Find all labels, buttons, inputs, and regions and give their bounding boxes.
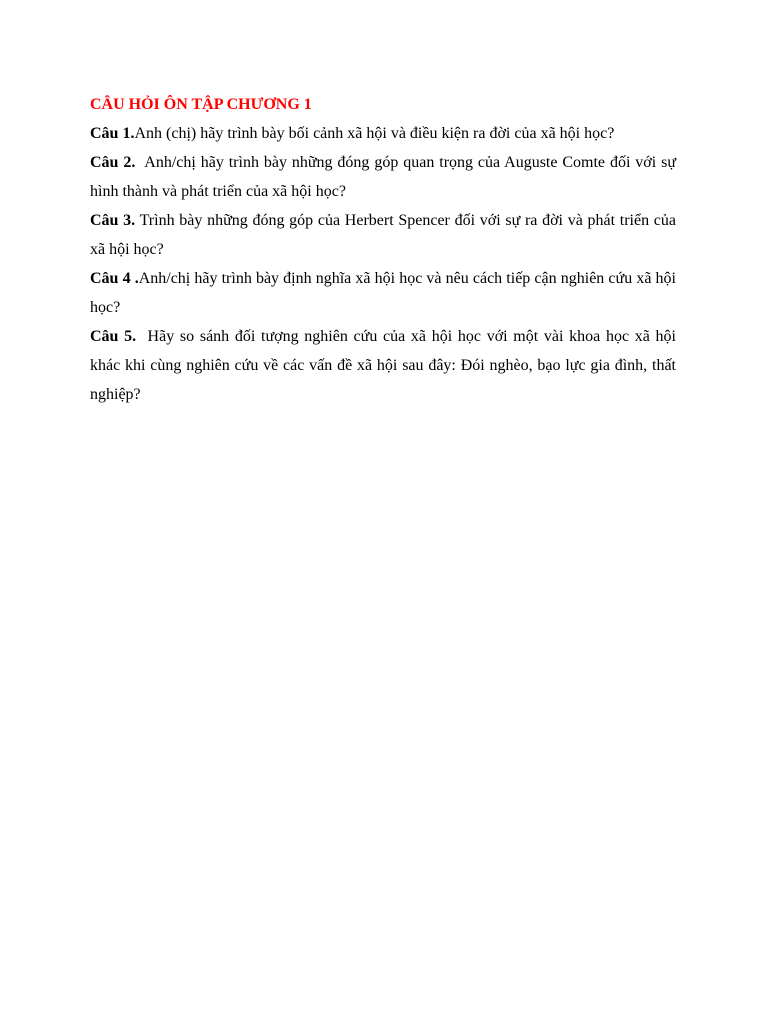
- question-text: Anh/chị hãy trình bày những đóng góp quan trọng của Auguste Comte đối với sự hình thành và phát triển của xã hội học?: [90, 154, 680, 200]
- question-label: Câu 2.: [90, 154, 136, 171]
- question-2: [90, 148, 680, 206]
- question-1: [90, 119, 676, 148]
- question-4: [90, 264, 680, 322]
- question-text: Trình bày những đóng góp của Herbert Spencer đối với sự ra đời và phát triển của xã hội học?: [90, 212, 681, 258]
- chapter-title: CÂU HỎI ÔN TẬP CHƯƠNG 1: [90, 96, 312, 113]
- document-content: [90, 90, 681, 409]
- question-label: Câu 4 .: [90, 270, 139, 287]
- question-3: [90, 206, 681, 264]
- question-text: Anh/chị hãy trình bày định nghĩa xã hội học và nêu cách tiếp cận nghiên cứu xã hội học?: [90, 270, 680, 316]
- question-label: Câu 1.: [90, 125, 135, 142]
- question-5: [90, 322, 681, 409]
- question-label: Câu 3.: [90, 212, 136, 229]
- question-label: Câu 5.: [90, 328, 137, 345]
- question-text: Hãy so sánh đối tượng nghiên cứu của xã hội học với một vài khoa học xã hội khác khi cùng nghiên cứu về các vấn đề xã hội sau đây: Đói nghèo, bạo lực gia đình, thất nghiệp?: [90, 328, 681, 403]
- question-text: Anh (chị) hãy trình bày bối cảnh xã hội và điều kiện ra đời của xã hội học?: [134, 125, 615, 142]
